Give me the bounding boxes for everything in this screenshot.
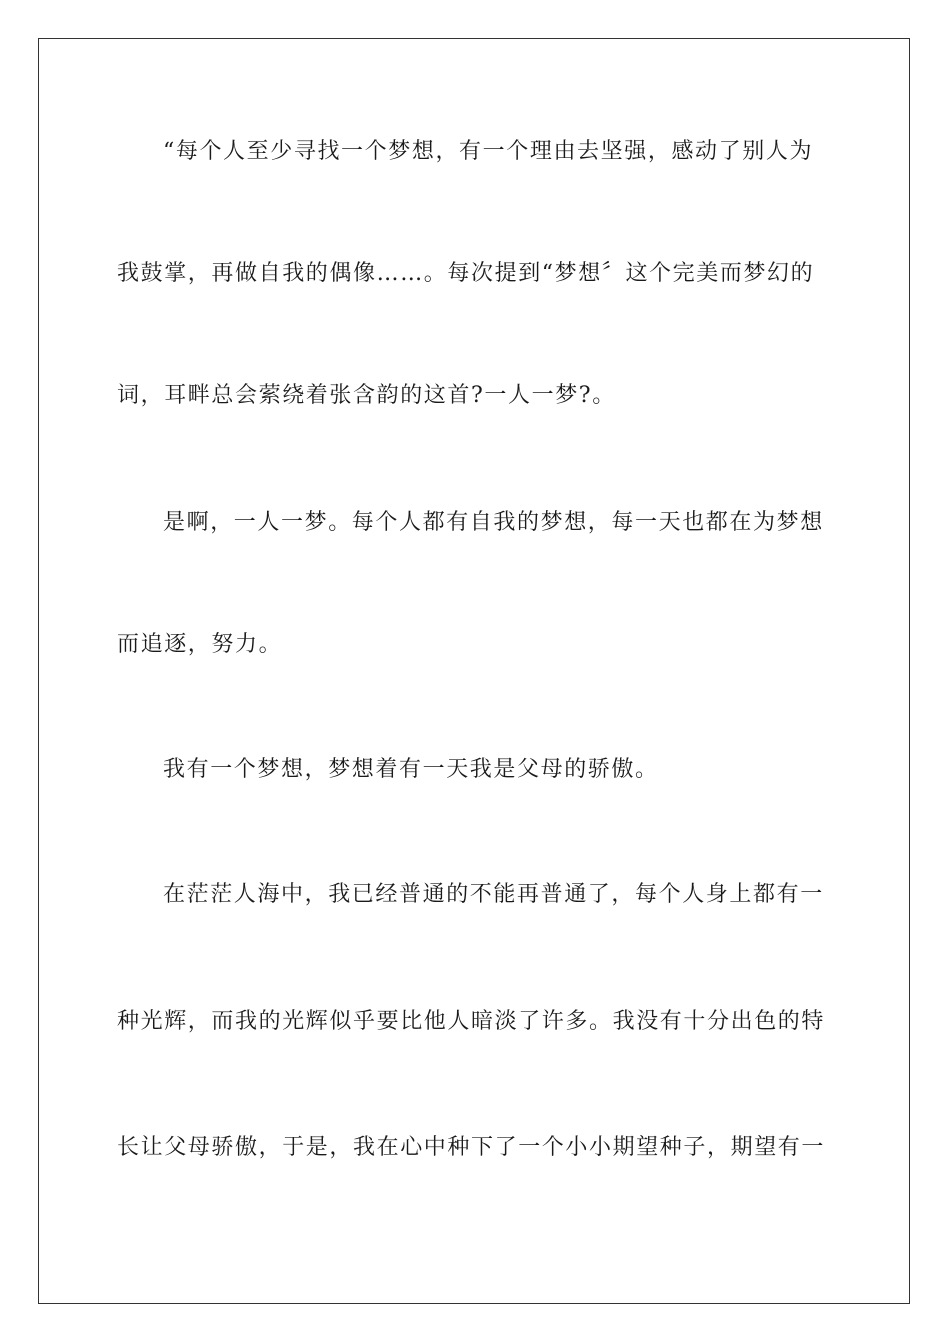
paragraph-4-line-1: 在茫茫人海中，我已经普通的不能再普通了，每个人身上都有一: [163, 882, 824, 907]
paragraph-3-line-1: 我有一个梦想，梦想着有一天我是父母的骄傲。: [163, 757, 659, 782]
paragraph-2-line-1: 是啊，一人一梦。每个人都有自我的梦想，每一天也都在为梦想: [163, 510, 824, 535]
paragraph-2-line-2: 而追逐，努力。: [117, 632, 283, 657]
page-border: [38, 38, 910, 1304]
paragraph-1-line-1: “每个人至少寻找一个梦想，有一个理由去坚强，感动了别人为: [163, 139, 814, 164]
paragraph-4-line-3: 长让父母骄傲，于是，我在心中种下了一个小小期望种子，期望有一: [117, 1135, 826, 1160]
paragraph-4-line-2: 种光辉，而我的光辉似乎要比他人暗淡了许多。我没有十分出色的特: [117, 1009, 826, 1034]
paragraph-1-line-2: 我鼓掌，再做自我的偶像……。每次提到“梦想〞这个完美而梦幻的: [117, 261, 815, 286]
paragraph-1-line-3: 词，耳畔总会萦绕着张含韵的这首?一人一梦?。: [117, 383, 616, 408]
